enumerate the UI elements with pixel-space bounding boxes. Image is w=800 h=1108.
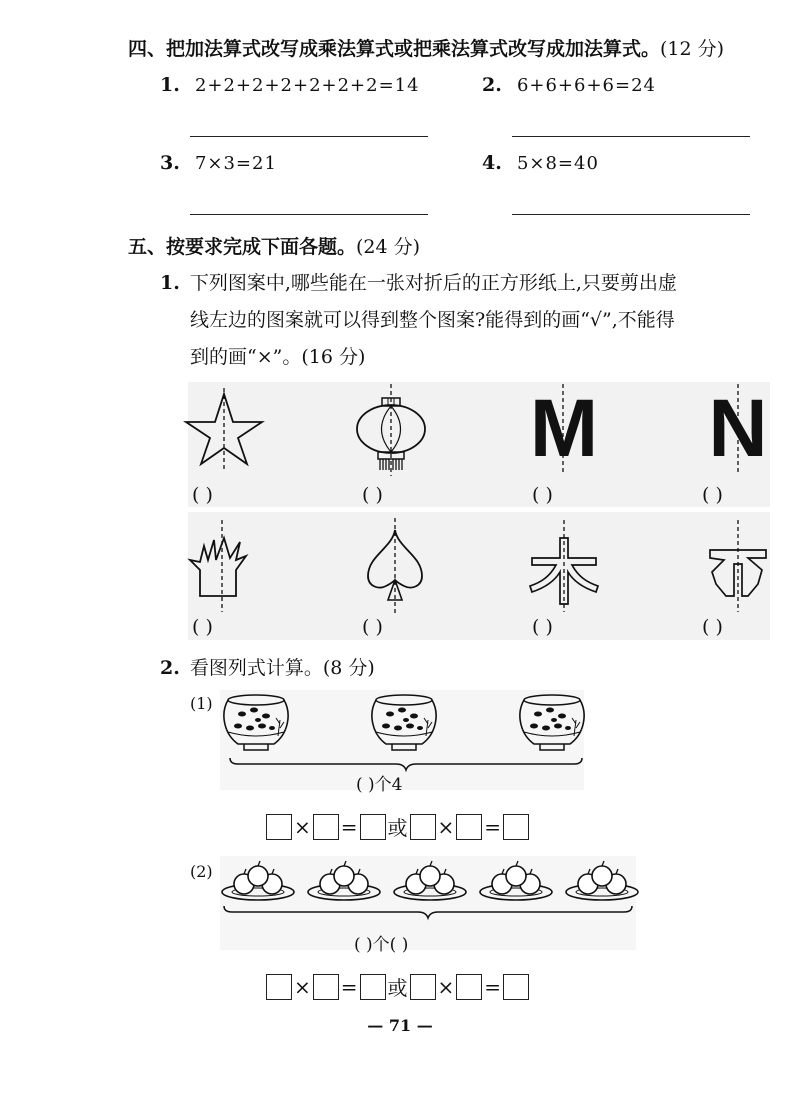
answer-paren-spade[interactable]: ( )	[362, 616, 383, 638]
letter-n: N	[708, 383, 768, 474]
answer-paren-grass[interactable]: ( )	[192, 616, 213, 638]
answer-box[interactable]	[313, 974, 339, 1000]
times-sign: ×	[294, 814, 311, 839]
q1-number: 1.	[160, 272, 180, 294]
character-xia-figure	[700, 520, 780, 612]
answer-paren-n[interactable]: ( )	[702, 484, 723, 506]
equals-sign: =	[340, 974, 358, 999]
apple-plate	[480, 861, 552, 900]
or-word: 或	[387, 816, 408, 840]
section4-item-3	[160, 152, 277, 174]
q2-title: 看图列式计算。(8 分)	[189, 657, 375, 679]
apple	[506, 866, 526, 886]
character-mu-figure	[526, 520, 606, 612]
q1-text	[160, 265, 780, 376]
page-number: — 71 —	[367, 1016, 433, 1035]
answer-paren-lantern[interactable]: ( )	[362, 484, 383, 506]
apple	[592, 866, 612, 886]
answer-paren-xia[interactable]: ( )	[702, 616, 723, 638]
apple-plate	[566, 861, 638, 900]
section4-item-1	[160, 74, 420, 96]
answer-box[interactable]	[266, 974, 292, 1000]
fishbowl-3	[514, 692, 594, 762]
section5-points: (24 分)	[356, 236, 421, 258]
section4-item-4	[482, 152, 599, 174]
answer-box[interactable]	[503, 974, 529, 1000]
brace-1	[228, 756, 584, 772]
section5-title: 五、按要求完成下面各题。	[128, 236, 357, 258]
star-figure	[186, 388, 266, 468]
apple-plate	[308, 861, 380, 900]
q1-line-3: 到的画“×”。(16 分)	[190, 346, 366, 368]
times-sign: ×	[294, 974, 311, 999]
answer-paren-star[interactable]: ( )	[192, 484, 213, 506]
section4-title: 四、把加法算式改写成乘法算式或把乘法算式改写成加法算式。	[128, 38, 661, 60]
q2-heading	[160, 650, 375, 687]
equals-sign: =	[484, 974, 502, 999]
apple	[420, 866, 440, 886]
answer-line-4[interactable]	[512, 214, 750, 215]
answer-box[interactable]	[410, 814, 436, 840]
q1-line-1: 下列图案中,哪些能在一张对折后的正方形纸上,只要剪出虚	[189, 272, 677, 294]
answer-box[interactable]	[360, 814, 386, 840]
item-expression: 5×8=40	[516, 153, 599, 174]
brace-2	[222, 904, 634, 920]
grass-figure	[186, 520, 266, 612]
or-word: 或	[387, 976, 408, 1000]
answer-line-3[interactable]	[190, 214, 428, 215]
times-sign: ×	[437, 974, 455, 999]
figures-panel-row-1	[188, 382, 770, 507]
fishbowl-2	[366, 692, 446, 762]
part1-equations	[266, 812, 529, 841]
letter-m: M	[529, 383, 599, 474]
letter-n-figure	[700, 384, 776, 474]
apple	[248, 866, 268, 886]
answer-paren-mu[interactable]: ( )	[532, 616, 553, 638]
section5-heading	[128, 232, 420, 259]
apple-plate	[222, 861, 294, 900]
spade-figure	[356, 518, 436, 614]
q2-number: 2.	[160, 657, 180, 679]
item-expression: 2+2+2+2+2+2+2=14	[194, 75, 420, 96]
item-number: 1.	[160, 74, 180, 96]
apple-plate	[394, 861, 466, 900]
answer-box[interactable]	[503, 814, 529, 840]
answer-box[interactable]	[456, 974, 482, 1000]
section4-points: (12 分)	[660, 38, 725, 60]
answer-box[interactable]	[410, 974, 436, 1000]
lantern-figure	[352, 384, 432, 476]
answer-line-2[interactable]	[512, 136, 750, 137]
part2-equations	[266, 972, 529, 1001]
answer-paren-m[interactable]: ( )	[532, 484, 553, 506]
equals-sign: =	[340, 814, 358, 839]
figures-panel-row-2	[188, 512, 770, 640]
equals-sign: =	[484, 814, 502, 839]
item-number: 4.	[482, 152, 502, 174]
apple-plates	[218, 856, 638, 906]
item-expression: 7×3=21	[194, 153, 277, 174]
q1-line-2: 线左边的图案就可以得到整个图案?能得到的画“√”,不能得	[190, 309, 675, 331]
answer-box[interactable]	[266, 814, 292, 840]
item-number: 2.	[482, 74, 502, 96]
item-expression: 6+6+6+6=24	[516, 75, 656, 96]
answer-line-1[interactable]	[190, 136, 428, 137]
answer-box[interactable]	[360, 974, 386, 1000]
part2-caption: ( )个( )	[354, 935, 409, 955]
part1-label: (1)	[190, 694, 213, 713]
item-number: 3.	[160, 152, 180, 174]
apple	[334, 866, 354, 886]
answer-box[interactable]	[313, 814, 339, 840]
times-sign: ×	[437, 814, 455, 839]
letter-m-figure	[526, 384, 602, 474]
section4-heading	[128, 34, 724, 61]
part1-caption: ( )个4	[356, 775, 403, 795]
part2-label: (2)	[190, 862, 213, 881]
section4-item-2	[482, 74, 656, 96]
answer-box[interactable]	[456, 814, 482, 840]
